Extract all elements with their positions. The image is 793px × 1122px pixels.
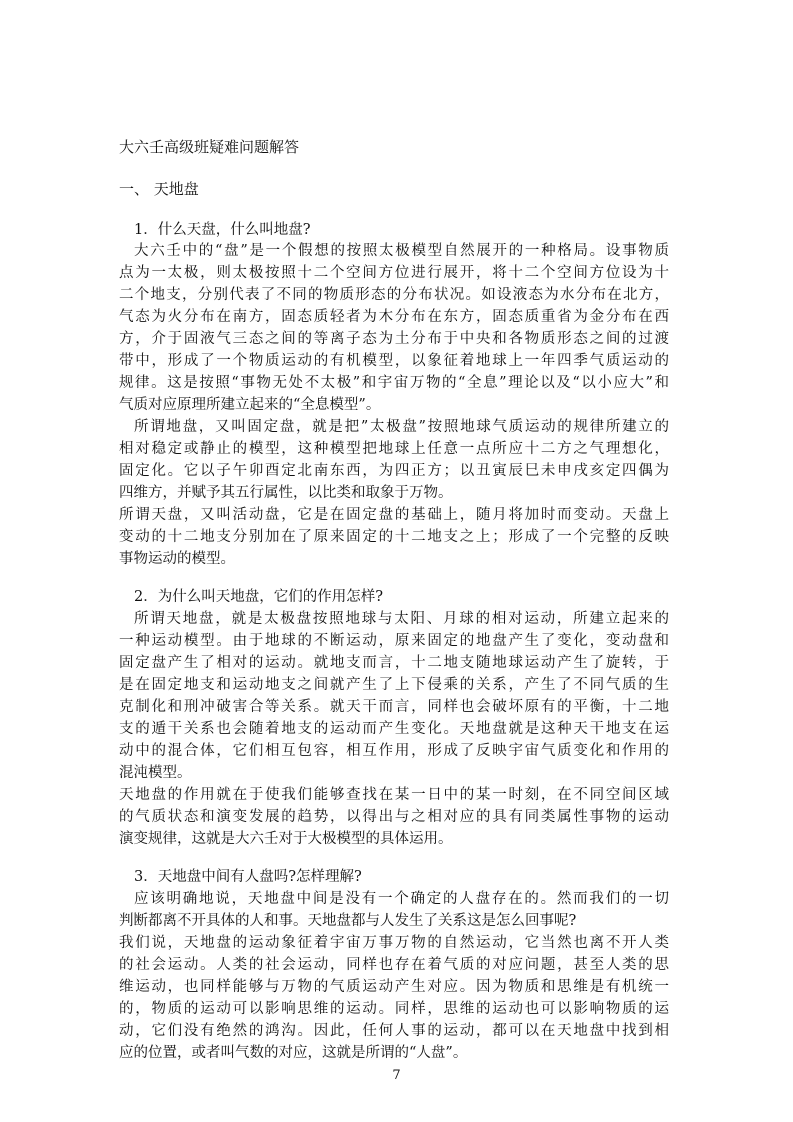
paragraph-line: 所谓地盘，又叫固定盘，就是把”太极盘”按照地球气质运动的规律所建立的	[134, 419, 669, 435]
paragraph-line: 带中，形成了一个物质运动的有机模型，以象征着地球上一年四季气质运动的	[119, 353, 669, 369]
paragraph-line: 动，它们没有绝然的鸿沟。因此，任何人事的运动，都可以在天地盘中找到相	[119, 1023, 669, 1039]
paragraph-line: 所谓天地盘，就是太极盘按照地球与太阳、月球的相对运动，所建立起来的	[134, 611, 669, 627]
paragraph-line: 天地盘的作用就在于使我们能够查找在某一日中的某一时刻，在不同空间区域	[119, 787, 669, 803]
paragraph-line: 应的位置，或者叫气数的对应，这就是所谓的“人盘”。	[119, 1045, 468, 1061]
document-title: 大六壬高级班疑难问题解答	[119, 138, 300, 156]
paragraph-line: 四维方，并赋予其五行属性，以比类和取象于万物。	[119, 485, 453, 501]
paragraph-line: 气态为火分布在南方，固态质轻者为木分布在东方，固态质重省为金分布在西	[119, 309, 669, 325]
paragraph-line: 动中的混合体，它们相互包容，相互作用，形成了反映宇宙气质变化和作用的	[119, 743, 669, 759]
paragraph-line: 固定化。它以子午卯酉定北南东西，为四正方；以丑寅辰巳未申戌亥定四偶为	[119, 463, 669, 479]
paragraph-line: 所谓天盘，又叫活动盘，它是在固定盘的基础上，随月将加时而变动。天盘上	[119, 507, 669, 523]
paragraph-line: 大六壬中的“盘”是一个假想的按照太极模型自然展开的一种格局。设事物质	[134, 243, 669, 259]
paragraph-line: 维运动，也同样能够与万物的气质运动产生对应。因为物质和思维是有机统一	[119, 979, 669, 995]
paragraph-line: 点为一太极，则太极按照十二个空间方位进行展开，将十二个空间方位设为十	[119, 265, 669, 281]
paragraph-line: 的，物质的运动可以影响思维的运动。同样，思维的运动也可以影响物质的运	[119, 1001, 669, 1017]
paragraph-line: 气质对应原理所建立起来的“全息模型”。	[119, 397, 381, 413]
paragraph-line: 支的遁干关系也会随着地支的运动而产生变化。天地盘就是这种天干地支在运	[119, 721, 669, 737]
paragraph-line: 的社会运动。人类的社会运动，同样也存在着气质的对应问题，甚至人类的思	[119, 957, 669, 973]
paragraph-line: 我们说，天地盘的运动象征着宇宙万事万物的自然运动，它当然也离不开人类	[119, 935, 669, 951]
paragraph-line: 是在固定地支和运动地支之间就产生了上下侵乘的关系，产生了不同气质的生	[119, 677, 669, 693]
paragraph-line: 一种运动模型。由于地球的不断运动，原来固定的地盘产生了变化，变动盘和	[119, 633, 669, 649]
paragraph-line: 判断都离不开具体的人和事。天地盘都与人发生了关系这是怎么回事呢?	[119, 913, 577, 929]
paragraph-line: 相对稳定或静止的模型，这种模型把地球上任意一点所应十二方之气理想化，	[119, 441, 669, 457]
paragraph-line: 变动的十二地支分别加在了原来固定的十二地支之上；形成了一个完整的反映	[119, 529, 669, 545]
paragraph-line: 事物运动的模型。	[119, 551, 235, 567]
paragraph-line: 固定盘产生了相对的运动。就地支而言，十二地支随地球运动产生了旋转，于	[119, 655, 669, 671]
paragraph-line: 规律。这是按照“事物无处不太极”和宇宙万物的“全息”理论以及“以小应大”和	[119, 375, 669, 391]
paragraph-line: 方，介于固液气三态之间的等离子态为土分布于中央和各物质形态之间的过渡	[119, 331, 669, 347]
paragraph-line: 混沌模型。	[119, 765, 192, 781]
question-1: 1．什么天盘，什么叫地盘?	[134, 222, 311, 238]
paragraph-line: 二个地支，分别代表了不同的物质形态的分布状况。如设液态为水分布在北方，	[119, 287, 669, 303]
page-number: 7	[392, 1068, 401, 1083]
question-3: 3．天地盘中间有人盘吗?怎样理解?	[134, 869, 362, 885]
question-2: 2．为什么叫天地盘，它们的作用怎样?	[134, 589, 383, 605]
paragraph-line: 应该明确地说，天地盘中间是没有一个确定的人盘存在的。然而我们的一切	[134, 891, 669, 907]
paragraph-line: 的气质状态和演变发展的趋势，以得出与之相对应的具有同类属性事物的运动	[119, 809, 669, 825]
paragraph-line: 演变规律，这就是大六壬对于大极模型的具体运用。	[119, 831, 453, 847]
section-heading: 一、 天地盘	[119, 180, 199, 198]
paragraph-line: 克制化和刑冲破害合等关系。就天干而言，同样也会破坏原有的平衡，十二地	[119, 699, 669, 715]
